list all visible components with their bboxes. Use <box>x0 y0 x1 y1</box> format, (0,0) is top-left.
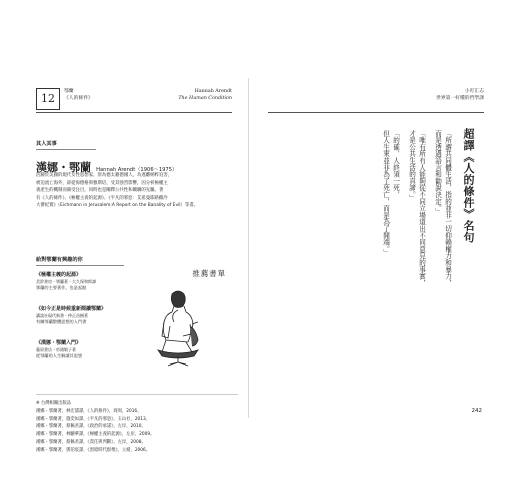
rec-rule <box>36 265 124 266</box>
quote-line: 「的確，人終須一死， <box>391 130 400 198</box>
recommended-books-title: 推薦書單 <box>192 269 226 278</box>
arendt-illustration <box>148 286 208 368</box>
refs-heading: ※ 台灣相關出版品 <box>36 401 72 406</box>
book-desc: 有關鄂蘭整體思想的入門書 <box>36 319 87 324</box>
header-line-1: 小叮汇志 <box>464 89 484 94</box>
bio-line: 大審紀實》（Eichmann in Jerusalem:A Report on the Banality of Evil）等書。 <box>36 203 199 209</box>
book-title: 《極權主義的起源》 <box>36 272 82 278</box>
header-rule <box>268 112 484 113</box>
series-subtitle: 《人的條件》 <box>64 96 93 101</box>
header-line-2: 世界第一好懂的哲學課 <box>436 96 484 101</box>
book-english: The Human Condition <box>178 96 232 101</box>
quote-line: 「唯有所有人能夠從不同立場道出不同意見的事實， <box>417 130 426 287</box>
quote-line: 而是透過語言和勸說決定。」 <box>433 130 442 216</box>
quote-line: 「所謂共同體生活，指的並非一切仰賴權力和暴力， <box>443 130 452 287</box>
book-item <box>36 340 136 359</box>
book-publisher: 藤原書店・杉浦敏子著 <box>36 347 76 352</box>
book-title: 《如今正是時候重新閱讀鄂蘭》 <box>36 306 107 312</box>
book-desc: 從鄂蘭的人生解讀其思想 <box>36 353 83 358</box>
book-title: 《漢娜・鄂蘭入門》 <box>36 340 82 346</box>
header-rule <box>36 112 232 113</box>
ref-item: 漢娜・鄂蘭著，林驤華譯，《極權主義的起源》，左岸，2009。 <box>36 432 155 438</box>
right-page <box>258 78 496 418</box>
author-name-en: Hannah Arendt（1906～1975） <box>96 167 178 173</box>
about-rule <box>36 149 96 150</box>
bio-line: 活躍於美國的現代女性思想家，原為德太籍德國人，為逃離納粹迫害， <box>36 173 173 178</box>
book-gutter <box>248 78 249 418</box>
rec-label: 給對鄂蘭有興趣的你 <box>36 257 83 263</box>
author-english: Hannah Arendt <box>194 89 232 94</box>
bio-line: 義產生的機制而備受注目，同時也是闡釋公共性和關聯的先驅。著 <box>36 188 164 194</box>
ref-item: 漢娜・鄂蘭著，林宏濤譯，《人的條件》，商周，2016。 <box>36 408 142 414</box>
quote-line: 但人生來並非為了死亡，而是為了開端。」 <box>381 130 390 256</box>
bio-line: 有《人的條件》、《極權主義的起源》、《平凡的邪惡：艾希曼耶路撒冷 <box>36 195 168 201</box>
english-header <box>178 88 232 102</box>
book-desc: 鄂蘭的主要著作，也是起點 <box>36 285 87 290</box>
refs-rule <box>36 394 238 395</box>
related-publications <box>36 400 232 455</box>
series-name: 鄂蘭 <box>64 89 74 94</box>
ref-item: 漢娜・鄂蘭著，鄧伯宸譯，《黑暗時代群像》，立緒，2006。 <box>36 447 151 453</box>
bio-line: 被迫流亡海外，卻從海德格與雅斯培，受其強烈影響，因分析極權主 <box>36 180 168 186</box>
book-publisher: 美鈴書房・鄂蘭著・大久保和郎譯 <box>36 279 96 284</box>
series-header <box>64 88 93 102</box>
author-bio <box>36 172 232 210</box>
left-page <box>24 78 238 453</box>
quotes-title: 超譯《人的條件》名句 <box>462 128 475 243</box>
author-name-zh: 漢娜・鄂蘭 <box>36 161 91 174</box>
book-publisher: 講談社現代新書・仲正昌樹著 <box>36 313 88 318</box>
quote-line: 才是公共生活的真諦。」 <box>407 130 416 202</box>
book-item <box>36 272 136 291</box>
ref-item: 漢娜・鄂蘭著，蔡佩君譯，《責任與判斷》，左岸，2008。 <box>36 439 146 445</box>
ref-item: 漢娜・鄂蘭著，蔡佩君譯，《政治的承諾》，左岸，2010。 <box>36 424 146 430</box>
running-header <box>436 88 484 102</box>
page-number-box: 12 <box>36 88 60 110</box>
page-number: 242 <box>471 408 482 414</box>
about-label: 其人其事 <box>36 141 57 147</box>
ref-item: 漢娜・鄂蘭著，施奕如譯，《平凡的邪惡》，玉山社，2013。 <box>36 416 151 422</box>
book-item <box>36 306 136 325</box>
